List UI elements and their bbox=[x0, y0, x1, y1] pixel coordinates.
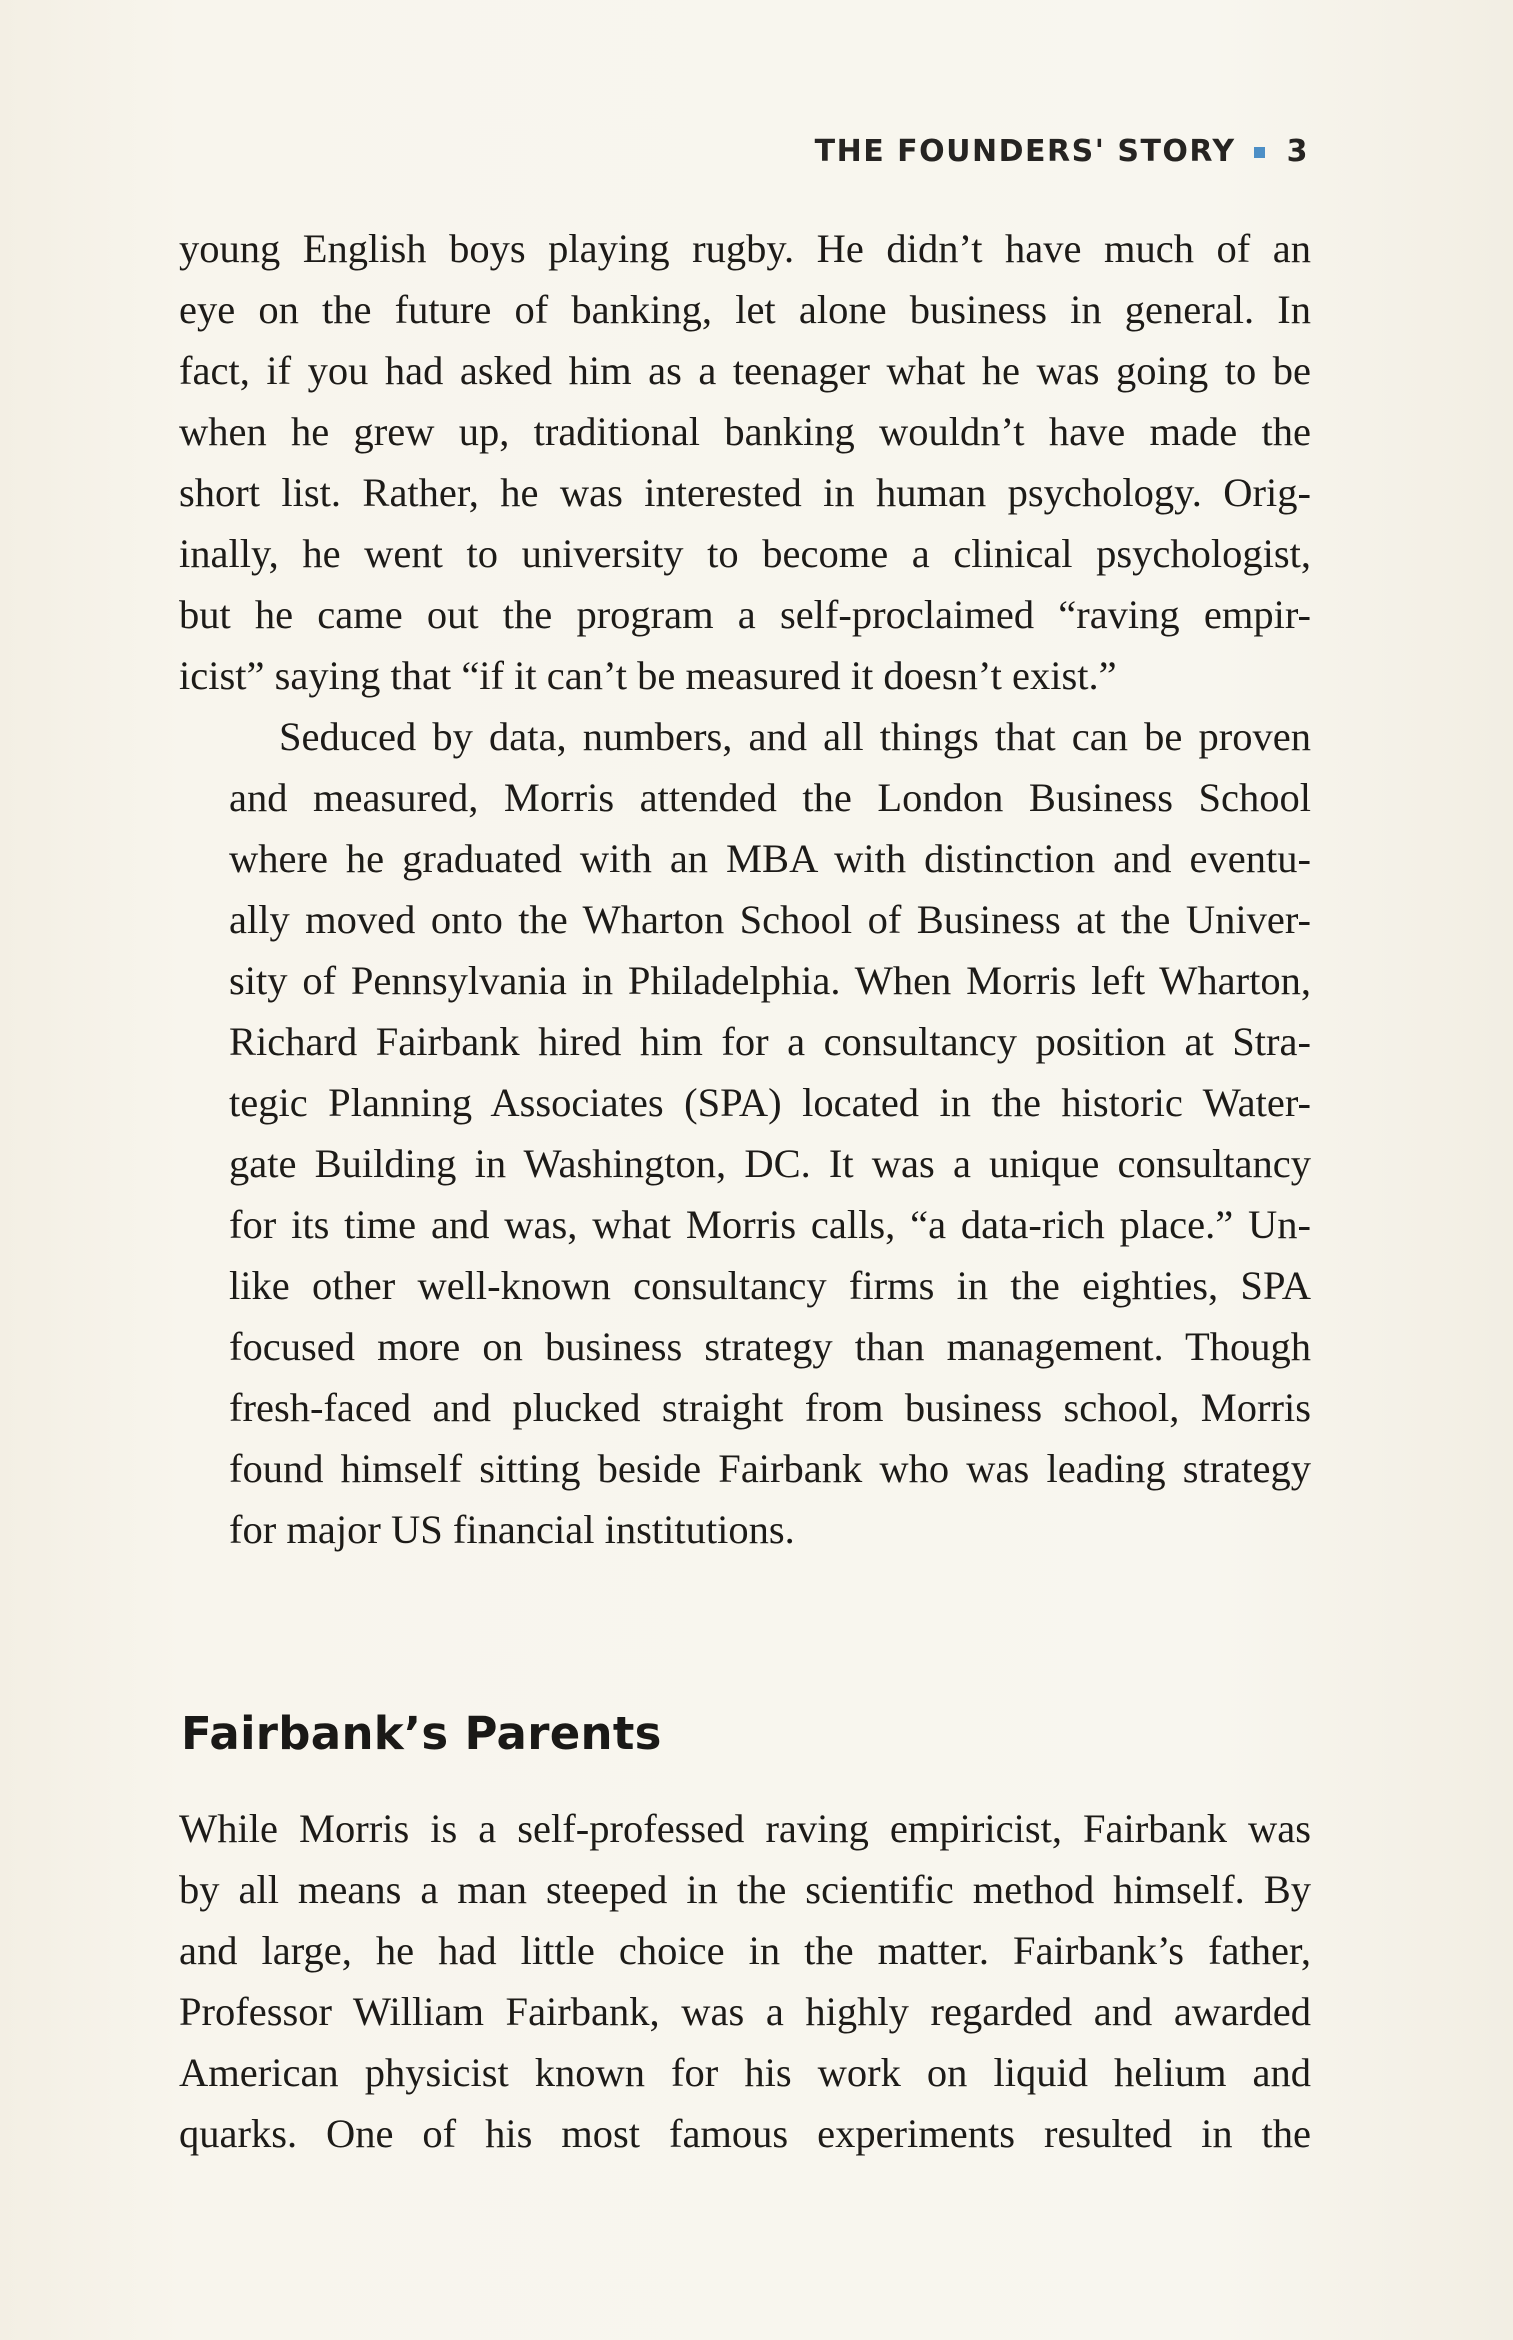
text-line: Seduced by data, numbers, and all things that can be proven bbox=[279, 714, 1311, 759]
running-head bbox=[815, 126, 1309, 176]
text-line: where he graduated with an MBA with distinction and eventu- bbox=[229, 836, 1311, 881]
text-line: like other well-known consultancy firms in the eighties, SPA bbox=[229, 1263, 1311, 1308]
text-line: fresh-faced and plucked straight from business school, Morris bbox=[229, 1385, 1311, 1430]
page-number: 3 bbox=[1286, 133, 1309, 169]
text-line: While Morris is a self-professed raving empiricist, Fairbank was bbox=[179, 1806, 1311, 1851]
text-line: icist” saying that “if it can’t be measured it doesn’t exist.” bbox=[179, 653, 1117, 698]
text-line: Professor William Fairbank, was a highly regarded and awarded bbox=[179, 1989, 1311, 2034]
paragraph bbox=[179, 218, 1311, 706]
text-line: ally moved onto the Wharton School of Business at the Univer- bbox=[229, 897, 1311, 942]
text-line: inally, he went to university to become a clinical psychologist, bbox=[179, 531, 1311, 576]
text-line: eye on the future of banking, let alone business in general. In bbox=[179, 287, 1311, 332]
text-line: focused more on business strategy than management. Though bbox=[229, 1324, 1311, 1369]
text-line: young English boys playing rugby. He didn’t have much of an bbox=[179, 226, 1311, 271]
paragraph bbox=[179, 706, 1311, 1560]
text-line: and large, he had little choice in the matter. Fairbank’s father, bbox=[179, 1928, 1311, 1973]
text-line: fact, if you had asked him as a teenager what he was going to be bbox=[179, 348, 1311, 393]
section-heading: Fairbank’s Parents bbox=[181, 1707, 662, 1760]
text-line: for major US financial institutions. bbox=[229, 1507, 795, 1552]
body-text-top bbox=[179, 218, 1311, 1560]
square-bullet-icon bbox=[1254, 147, 1265, 158]
text-line: American physicist known for his work on liquid helium and bbox=[179, 2050, 1311, 2095]
text-line: found himself sitting beside Fairbank who was leading strategy bbox=[229, 1446, 1311, 1491]
text-line: for its time and was, what Morris calls, “a data-rich place.” Un- bbox=[229, 1202, 1311, 1247]
text-line: sity of Pennsylvania in Philadelphia. When Morris left Wharton, bbox=[229, 958, 1311, 1003]
paragraph bbox=[179, 1798, 1311, 2164]
text-line: and measured, Morris attended the London Business School bbox=[229, 775, 1311, 820]
text-line: tegic Planning Associates (SPA) located in the historic Water- bbox=[229, 1080, 1311, 1125]
text-line: but he came out the program a self-proclaimed “raving empir- bbox=[179, 592, 1311, 637]
running-head-title: THE FOUNDERS' STORY bbox=[814, 133, 1236, 169]
text-line: when he grew up, traditional banking wouldn’t have made the bbox=[179, 409, 1311, 454]
text-line: by all means a man steeped in the scientific method himself. By bbox=[179, 1867, 1311, 1912]
text-line: quarks. One of his most famous experiments resulted in the bbox=[179, 2111, 1311, 2156]
body-text-bottom bbox=[179, 1798, 1311, 2164]
text-line: gate Building in Washington, DC. It was a unique consultancy bbox=[229, 1141, 1311, 1186]
text-line: Richard Fairbank hired him for a consultancy position at Stra- bbox=[229, 1019, 1311, 1064]
text-line: short list. Rather, he was interested in human psychology. Orig- bbox=[179, 470, 1311, 515]
